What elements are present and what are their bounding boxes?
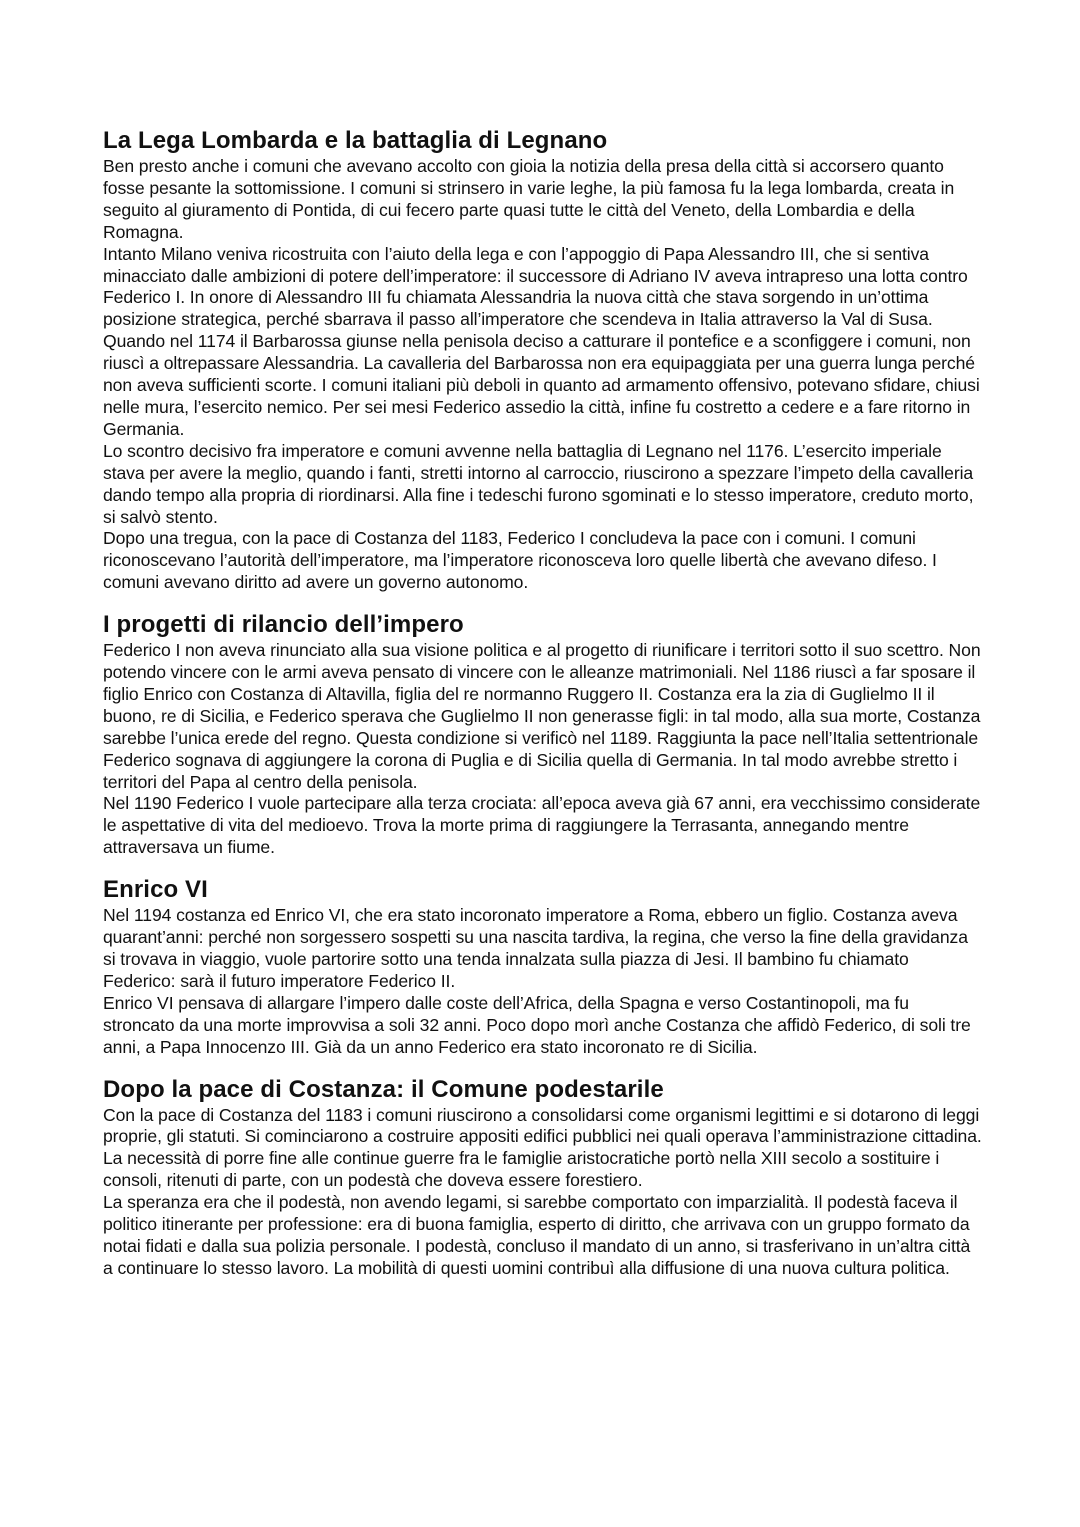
paragraph: Quando nel 1174 il Barbarossa giunse nella penisola deciso a catturare il pontefice e a sconfiggere i comuni, non riuscì a oltrepassare Alessandria. La cavalleria del Barbarossa non era equipaggiata per una guerra lunga perché non aveva sufficienti scorte. I comuni italiani più deboli in quanto ad armamento offensivo, potevano sfidare, chiusi nelle mura, l’esercito nemico. Per sei mesi Federico assedio la città, infine fu costretto a cedere e a fare ritorno in Germania. xyxy=(103,331,980,439)
paragraph: Dopo una tregua, con la pace di Costanza del 1183, Federico I concludeva la pace con i comuni. I comuni riconoscevano l’autorità dell’imperatore, ma l’imperatore riconosceva loro quelle libertà che avevano difeso. I comuni avevano diritto ad avere un governo autonomo. xyxy=(103,528,937,593)
section-heading: I progetti di rilancio dell’impero xyxy=(103,611,464,639)
section-progetti-impero xyxy=(103,610,983,859)
paragraph: La speranza era che il podestà, non avendo legami, si sarebbe comportato con imparzialità. Il podestà faceva il politico itinerante per professione: era di buona famiglia, esperto di diritto, che arrivava con un gruppo formato da notai fidati e dalla sua polizia personale. I podestà, concluso il mandato di un anno, si trasferivano in un’altra città a continuare lo stesso lavoro. La mobilità di questi uomini contribuì alla diffusione di una nuova cultura politica. xyxy=(103,1192,971,1278)
paragraph: Lo scontro decisivo fra imperatore e comuni avvenne nella battaglia di Legnano nel 1176. L’esercito imperiale stava per avere la meglio, quando i fanti, stretti intorno al carroccio, riuscirono a spezzare l’impeto della cavalleria dando tempo alla propria di riordinarsi. Alla fine i tedeschi furono sgominati e lo stesso imperatore, creduto morto, si salvò stento. xyxy=(103,440,974,527)
paragraph: Nel 1194 costanza ed Enrico VI, che era stato incoronato imperatore a Roma, ebbero un figlio. Costanza aveva quarant’anni: perché non sorgessero sospetti su una nascita tardiva, la regina, che verso la fine della gravidanza si trovava in viaggio, vuole partorire sotto una tenda innalzata sulla piazza di Jesi. Il bambino fu chiamato Federico: sarà il futuro imperatore Federico II. xyxy=(103,905,968,991)
section-lega-lombarda xyxy=(103,126,983,594)
document-page xyxy=(103,126,983,1280)
paragraph: Enrico VI pensava di allargare l’impero dalle coste dell’Africa, della Spagna e verso Costantinopoli, ma fu stroncato da una morte improvvisa a soli 32 anni. Poco dopo morì anche Costanza che affidò Federico, di soli tre anni, a Papa Innocenzo III. Già da un anno Federico era stato incoronato re di Sicilia. xyxy=(103,992,971,1057)
paragraph: Federico I non aveva rinunciato alla sua visione politica e al progetto di riunificare i territori sotto il suo scettro. Non potendo vincere con le armi aveva pensato di vincere con le alleanze matrimoniali. Nel 1186 riuscì a far sposare il figlio Enrico con Costanza di Altavilla, figlia del re normanno Ruggero II. Costanza era la zia di Guglielmo II il buono, re di Sicilia, e Federico sperava che Guglielmo II non generasse figli: in tal modo, alla sua morte, Costanza sarebbe l’unica erede del regno. Questa condizione si verificò nel 1189. Raggiunta la pace nell’Italia settentrionale Federico sognava di aggiungere la corona di Puglia e di Sicilia quella di Germania. In tal modo avrebbe stretto i territori del Papa al centro della penisola. xyxy=(103,640,981,792)
section-heading: Dopo la pace di Costanza: il Comune podestarile xyxy=(103,1075,664,1103)
section-enrico-vi xyxy=(103,875,983,1058)
section-heading: Enrico VI xyxy=(103,876,208,904)
section-comune-podestarile xyxy=(103,1075,983,1280)
paragraph: Nel 1190 Federico I vuole partecipare alla terza crociata: all’epoca aveva già 67 anni, era vecchissimo considerate le aspettative di vita del medioevo. Trova la morte prima di raggiungere la Terrasanta, annegando mentre attraversava un fiume. xyxy=(103,793,981,858)
paragraph: Intanto Milano veniva ricostruita con l’aiuto della lega e con l’appoggio di Papa Alessandro III, che si sentiva minacciato dalle ambizioni di potere dell’imperatore: il successore di Adriano IV aveva intrapreso una lotta contro Federico I. In onore di Alessandro III fu chiamata Alessandria la nuova città che stava sorgendo in un’ottima posizione strategica, perché sbarrava il passo all’imperatore che scendeva in Italia attraverso la Val di Susa. xyxy=(103,243,968,330)
paragraph: Ben presto anche i comuni che avevano accolto con gioia la notizia della presa della città si accorsero quanto fosse pesante la sottomissione. I comuni si strinsero in varie leghe, la più famosa fu la lega lombarda, creata in seguito al giuramento di Pontida, di cui fecero parte quasi tutte le città del Veneto, della Lombardia e della Romagna. xyxy=(103,156,955,242)
paragraph: Con la pace di Costanza del 1183 i comuni riuscirono a consolidarsi come organismi legittimi e si dotarono di leggi proprie, gli statuti. Si cominciarono a costruire appositi edifici pubblici nei quali operava l’amministrazione cittadina. La necessità di porre fine alle continue guerre fra le famiglie aristocratiche portò nella XIII secolo a sostituire i consoli, ritenuti di parte, con un podestà che doveva essere forestiero. xyxy=(103,1104,982,1191)
section-heading: La Lega Lombarda e la battaglia di Legnano xyxy=(103,127,608,154)
